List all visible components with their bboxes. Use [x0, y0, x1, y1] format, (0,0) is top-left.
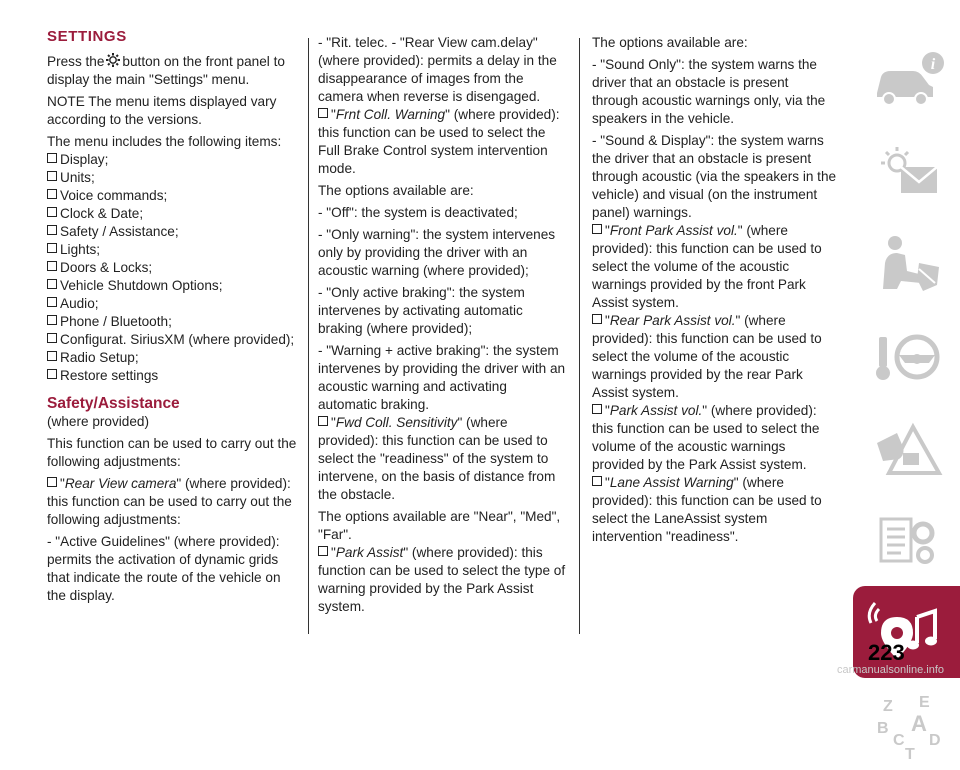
tab-index[interactable]: [853, 678, 960, 770]
checkbox-bullet-icon: [47, 477, 57, 487]
list-item: Phone / Bluetooth;: [47, 313, 297, 331]
checkbox-bullet-icon: [47, 369, 57, 379]
index-letter: C: [892, 732, 905, 749]
safety-seatbelt-icon: [867, 229, 947, 299]
intro-pre: Press the: [47, 54, 105, 69]
column-divider: [579, 38, 580, 634]
lane-assist-warning-item: "Lane Assist Warning" (where provided): this function can be used to select the LaneAssist system intervention "readiness".: [592, 475, 822, 544]
note: NOTE The menu items displayed vary according to the versions.: [47, 94, 277, 127]
column-2: [318, 34, 566, 620]
checkbox-bullet-icon: [318, 108, 328, 118]
menu-list: [47, 151, 297, 385]
checkbox-bullet-icon: [592, 476, 602, 486]
park-assist-vol-item: "Park Assist vol." (where provided): this function can be used to select the volume of the acoustic warnings provided by the Park Assist system.: [592, 403, 820, 472]
tab-safety[interactable]: [853, 218, 960, 310]
fwd-coll-sensitivity-item: "Fwd Coll. Sensitivity" (where provided): this function can be used to select the "readiness" of the system to intervene, on the basis of distance from the obstacle.: [318, 415, 556, 502]
list-item: Clock & Date;: [47, 205, 297, 223]
intro-paragraph: [47, 52, 297, 89]
checkbox-bullet-icon: [47, 153, 57, 163]
list-item: Lights;: [47, 241, 297, 259]
index-letter: E: [918, 694, 930, 711]
rear-view-cam-delay: - "Rit. telec. - "Rear View cam.delay" (where provided): permits a delay in the disappearance of images from the camera when reverse is disengaged.: [318, 35, 557, 104]
checkbox-bullet-icon: [47, 297, 57, 307]
rear-park-assist-vol-item: "Rear Park Assist vol." (where provided): this function can be used to select the volume of the acoustic warnings provided by the rear Park Assist system.: [592, 313, 822, 400]
checkbox-bullet-icon: [592, 404, 602, 414]
list-item: Vehicle Shutdown Options;: [47, 277, 297, 295]
index-letter: D: [928, 732, 941, 749]
starting-driving-icon: [867, 321, 947, 391]
emergency-icon: [867, 413, 947, 483]
list-item: Voice commands;: [47, 187, 297, 205]
column-1: [47, 28, 297, 609]
list-item: Configurat. SiriusXM (where provided);: [47, 331, 297, 349]
section-intro: This function can be used to carry out the following adjustments:: [47, 436, 297, 469]
active-guidelines: - "Active Guidelines" (where provided): permits the activation of dynamic grids that indicate the route of the vehicle on the display.: [47, 534, 281, 603]
index-icon: [867, 689, 947, 759]
index-letter: T: [904, 746, 915, 759]
tab-emergency[interactable]: [853, 402, 960, 494]
index-letter: B: [876, 720, 889, 737]
option-off: - "Off": the system is deactivated;: [318, 205, 518, 220]
tab-car-info[interactable]: [853, 34, 960, 126]
option-only-warning: - "Only warning": the system intervenes only by providing the driver with an acoustic warning (where provided);: [318, 227, 556, 278]
section-subtitle: (where provided): [47, 414, 149, 429]
option-only-braking: - "Only active braking": the system intervenes by activating automatic braking (where provided);: [318, 285, 525, 336]
page-title: SETTINGS: [47, 28, 127, 45]
options-text: The options available are:: [318, 183, 474, 198]
checkbox-bullet-icon: [47, 261, 57, 271]
intro-post: button on the front panel to display the main "Settings" menu.: [47, 54, 285, 87]
maintenance-icon: [867, 505, 947, 575]
warning-lights-icon: [867, 137, 947, 207]
checkbox-bullet-icon: [47, 171, 57, 181]
checkbox-bullet-icon: [47, 189, 57, 199]
option-sound-display: - "Sound & Display": the system warns the driver that an obstacle is present through acoustic (via the speakers in the vehicle) and visual (on the instrument panel) warnings.: [592, 133, 837, 220]
options-text: The options available are "Near", "Med", "Far".: [318, 509, 561, 542]
list-item: Radio Setup;: [47, 349, 297, 367]
checkbox-bullet-icon: [47, 207, 57, 217]
watermark: carmanualsonline.info: [836, 664, 944, 676]
checkbox-bullet-icon: [47, 225, 57, 235]
svg-text:i: i: [930, 56, 935, 73]
list-item: Safety / Assistance;: [47, 223, 297, 241]
checkbox-bullet-icon: [47, 279, 57, 289]
car-info-icon: [867, 45, 947, 115]
checkbox-bullet-icon: [592, 314, 602, 324]
rear-view-camera-item: "Rear View camera" (where provided): this function can be used to carry out the following adjustments:: [47, 476, 292, 527]
checkbox-bullet-icon: [47, 351, 57, 361]
option-sound-only: - "Sound Only": the system warns the driver that an obstacle is present through acoustic warnings only, via the speakers in the vehicle.: [592, 57, 826, 126]
park-assist-item: "Park Assist" (where provided): this function can be used to select the type of warning provided by the Park Assist system.: [318, 545, 566, 614]
settings-gear-icon: [104, 52, 122, 68]
index-letter: Z: [882, 698, 893, 715]
list-item: Display;: [47, 151, 297, 169]
checkbox-bullet-icon: [47, 243, 57, 253]
column-divider: [308, 38, 309, 634]
list-item: Restore settings: [47, 367, 297, 385]
frnt-coll-warning-item: "Frnt Coll. Warning" (where provided): this function can be used to select the Full Brake Control system intervention mode.: [318, 107, 560, 176]
tab-warning-lights[interactable]: [853, 126, 960, 218]
option-warning-braking: - "Warning + active braking": the system intervenes by providing the driver with an acoustic warning and activating automatic braking.: [318, 343, 566, 412]
checkbox-bullet-icon: [318, 416, 328, 426]
front-park-assist-vol-item: "Front Park Assist vol." (where provided): this function can be used to select the volume of the acoustic warnings provided by the front Park Assist system.: [592, 223, 822, 310]
checkbox-bullet-icon: [47, 315, 57, 325]
list-item: Audio;: [47, 295, 297, 313]
tab-starting-driving[interactable]: [853, 310, 960, 402]
page-number: 223: [868, 640, 905, 665]
includes-text: The menu includes the following items:: [47, 134, 282, 149]
column-3: [592, 34, 838, 550]
tab-maintenance[interactable]: [853, 494, 960, 586]
list-item: Doors & Locks;: [47, 259, 297, 277]
list-item: Units;: [47, 169, 297, 187]
checkbox-bullet-icon: [318, 546, 328, 556]
index-letter: A: [910, 711, 927, 736]
checkbox-bullet-icon: [592, 224, 602, 234]
section-title: Safety/Assistance: [47, 395, 180, 412]
checkbox-bullet-icon: [47, 333, 57, 343]
options-text: The options available are:: [592, 35, 748, 50]
